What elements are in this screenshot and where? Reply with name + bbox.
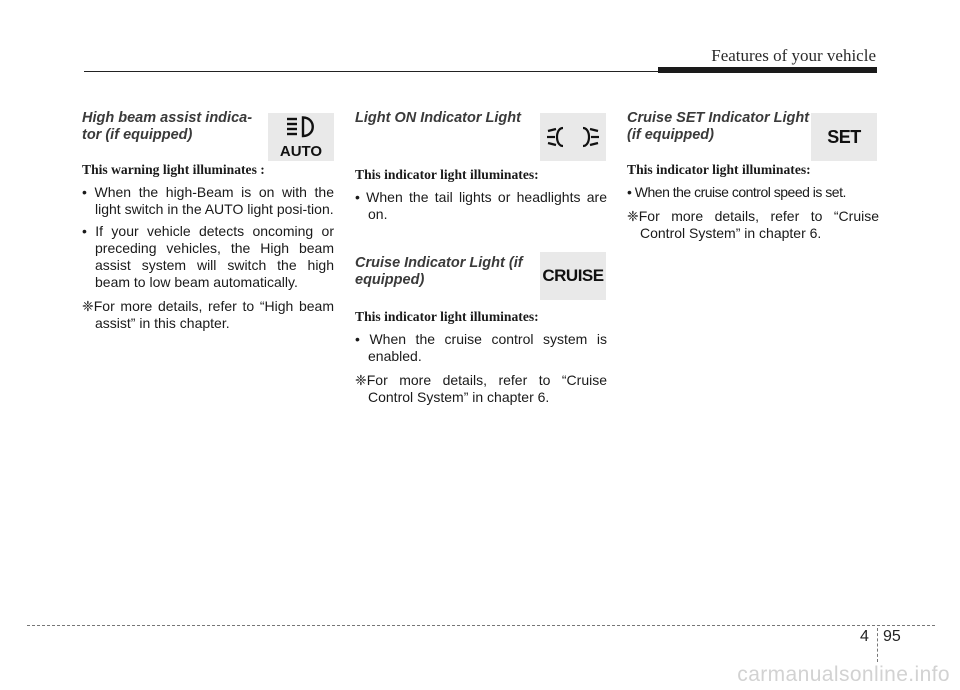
footer-divider bbox=[877, 628, 878, 662]
reference-note: ❈For more details, refer to “Cruise Control System” in chapter 6. bbox=[627, 208, 879, 241]
section-subheading: This indicator light illuminates: bbox=[627, 162, 811, 177]
list-item: • When the tail lights or headlights are on. bbox=[355, 189, 607, 222]
reference-note: ❈For more details, refer to “Cruise Control System” in chapter 6. bbox=[355, 372, 607, 405]
header-rule-bar bbox=[658, 67, 877, 73]
footer-rule bbox=[27, 625, 935, 626]
section-subheading: This indicator light illuminates: bbox=[355, 167, 539, 182]
tail-light-icon bbox=[540, 113, 606, 161]
set-icon-label: SET bbox=[827, 126, 861, 147]
high-beam-auto-icon bbox=[268, 113, 334, 161]
list-item: • When the high-Beam is on with the light switch in the AUTO light posi-tion. bbox=[82, 184, 334, 217]
list-item: • If your vehicle detects oncoming or preceding vehicles, the High beam assist system will switch the high beam to low beam automatically. bbox=[82, 223, 334, 290]
high-beam-symbol-icon bbox=[276, 115, 326, 159]
auto-label: AUTO bbox=[279, 143, 323, 159]
watermark: carmanualsonline.info bbox=[737, 663, 950, 686]
header-rule bbox=[84, 71, 660, 72]
section-heading: Cruise Indicator Light (if equipped) bbox=[355, 255, 523, 288]
section-subheading: This warning light illuminates : bbox=[82, 162, 265, 177]
cruise-icon-label: CRUISE bbox=[542, 266, 604, 285]
page-number: 95 bbox=[883, 628, 901, 645]
set-icon bbox=[811, 113, 877, 161]
tail-light-symbol-icon bbox=[545, 122, 601, 152]
list-item: • When the cruise control speed is set. bbox=[627, 184, 846, 200]
section-heading: Light ON Indicator Light bbox=[355, 110, 521, 126]
page-header-title: Features of your vehicle bbox=[711, 46, 876, 65]
section-subheading: This indicator light illuminates: bbox=[355, 309, 539, 324]
chapter-number: 4 bbox=[860, 628, 869, 645]
reference-note: ❈For more details, refer to “High beam assist” in this chapter. bbox=[82, 298, 334, 331]
section-heading: High beam assist indica-tor (if equipped) bbox=[82, 110, 253, 143]
cruise-icon bbox=[540, 252, 606, 300]
section-heading: Cruise SET Indicator Light (if equipped) bbox=[627, 110, 810, 143]
list-item: • When the cruise control system is enabled. bbox=[355, 331, 607, 364]
